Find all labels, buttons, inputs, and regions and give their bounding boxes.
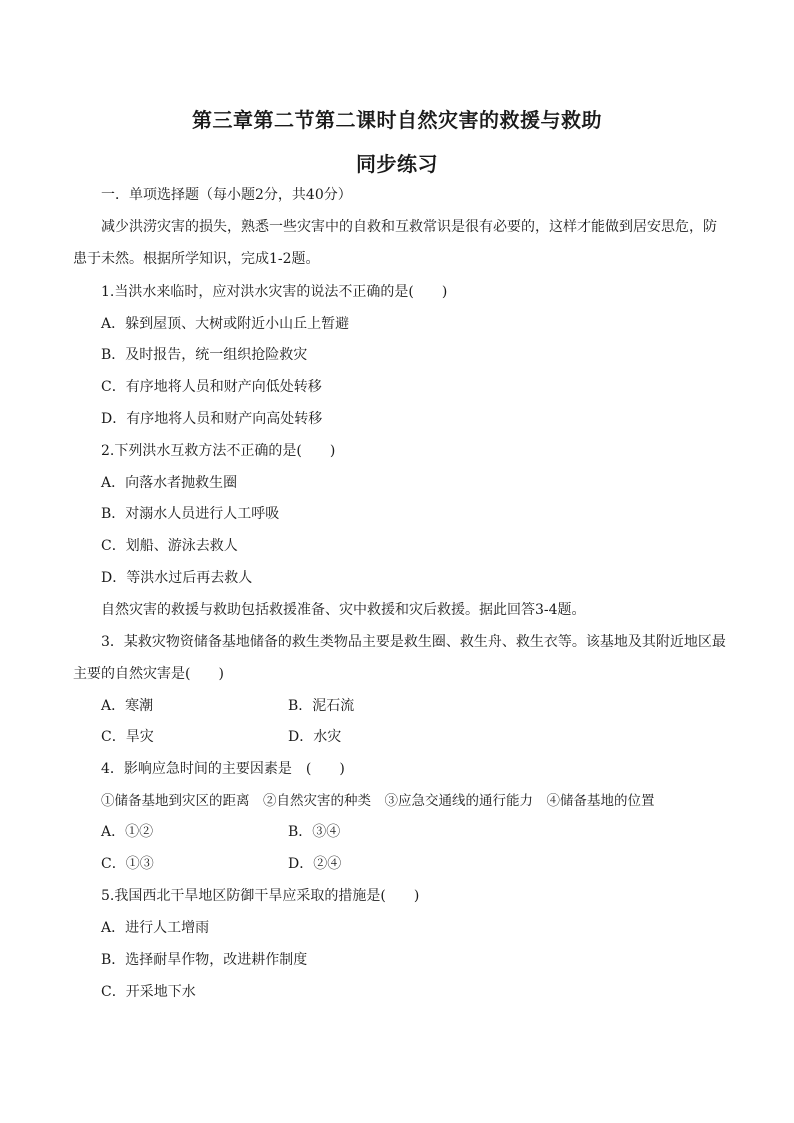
- question-1-option-a: A．躲到屋顶、大树或附近小山丘上暂避: [101, 316, 350, 332]
- question-4-option-b: B．③④: [288, 824, 341, 840]
- passage-intro-line-2: 患于未然。根据所学知识，完成1-2题。: [73, 251, 320, 267]
- question-1-option-d: D．有序地将人员和财产向高处转移: [101, 411, 323, 427]
- question-3-option-b: B．泥石流: [288, 698, 355, 714]
- question-2-option-d: D．等洪水过后再去救人: [101, 570, 253, 586]
- question-3-stem-line-2: 主要的自然灾害是( ): [73, 666, 224, 682]
- section-heading: 一．单项选择题（每小题2分，共40分）: [101, 187, 352, 203]
- question-4-option-d: D．②④: [288, 856, 342, 872]
- question-5-option-c: C．开采地下水: [101, 984, 196, 1000]
- question-1-option-b: B．及时报告，统一组织抢险救灾: [101, 347, 308, 363]
- question-2-option-a: A．向落水者抛救生圈: [101, 475, 238, 491]
- question-4-option-a: A．①②: [101, 824, 154, 840]
- question-2-option-c: C．划船、游泳去救人: [101, 538, 238, 554]
- question-4-stem: 4．影响应急时间的主要因素是 ( ): [101, 761, 345, 777]
- question-2-option-b: B．对溺水人员进行人工呼吸: [101, 506, 280, 522]
- passage-intro-line-1: 减少洪涝灾害的损失，熟悉一些灾害中的自救和互救常识是很有必要的，这样才能做到居安思危，防: [101, 219, 717, 235]
- question-5-option-a: A．进行人工增雨: [101, 920, 210, 936]
- question-3-option-d: D．水灾: [288, 729, 342, 745]
- question-3-option-c: C．旱灾: [101, 729, 154, 745]
- question-3-stem-line-1: 3．某救灾物资储备基地储备的救生类物品主要是救生圈、救生舟、救生衣等。该基地及其附近地区最: [101, 634, 726, 650]
- question-5-option-b: B．选择耐旱作物，改进耕作制度: [101, 952, 308, 968]
- question-4-option-c: C．①③: [101, 856, 154, 872]
- question-1-stem: 1.当洪水来临时，应对洪水灾害的说法不正确的是( ): [101, 284, 448, 300]
- question-3-option-a: A．寒潮: [101, 698, 154, 714]
- question-2-stem: 2.下列洪水互救方法不正确的是( ): [101, 443, 336, 459]
- question-5-stem: 5.我国西北干旱地区防御干旱应采取的措施是( ): [101, 888, 420, 904]
- question-1-option-c: C．有序地将人员和财产向低处转移: [101, 379, 322, 395]
- document-subtitle: 同步练习: [356, 152, 438, 176]
- document-title: 第三章第二节第二课时自然灾害的救援与救助: [192, 108, 602, 132]
- question-4-items: ①储备基地到灾区的距离 ②自然灾害的种类 ③应急交通线的通行能力 ④储备基地的位置: [101, 793, 655, 809]
- passage-intro-2: 自然灾害的救援与救助包括救援准备、灾中救援和灾后救援。据此回答3-4题。: [101, 602, 586, 618]
